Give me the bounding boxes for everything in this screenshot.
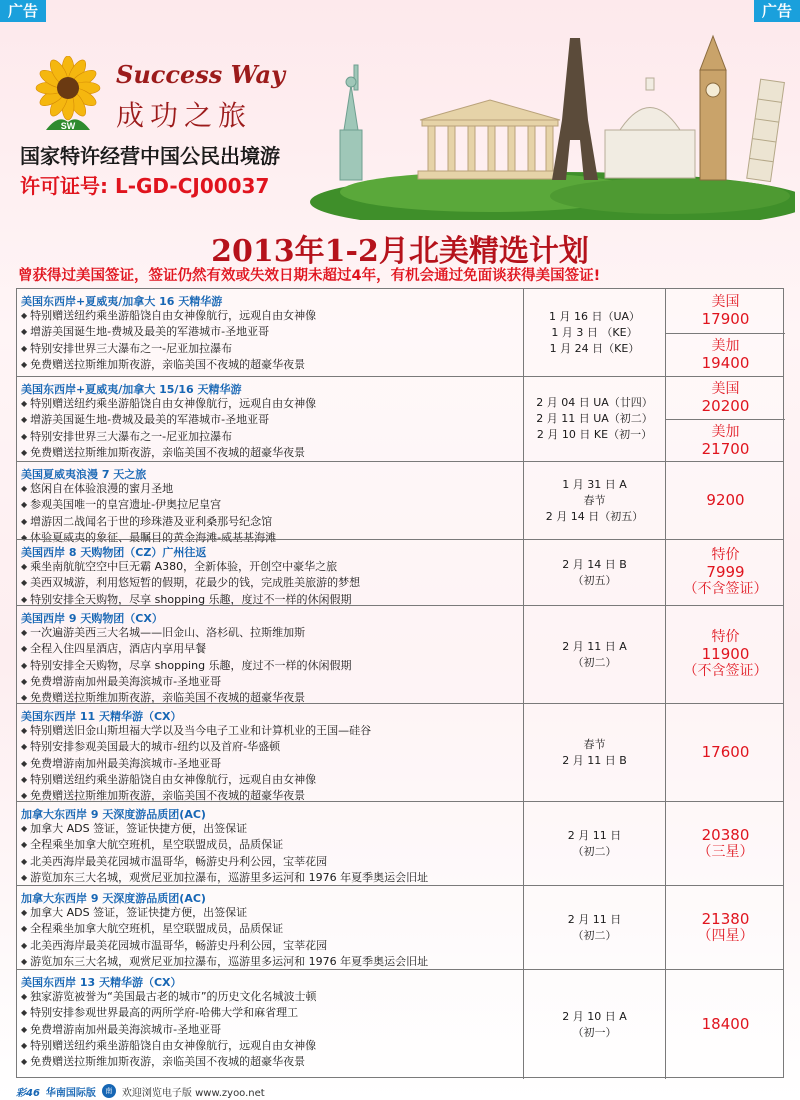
tour-highlight-item: ◆ 一次遍游美西三大名城——旧金山、洛杉矶、拉斯维加斯 (21, 625, 519, 641)
tour-highlight-item: ◆ 特别安排全天购物，尽享 shopping 乐趣，度过不一样的休闲假期 (21, 592, 519, 608)
tour-highlight-item: ◆ 北美西海岸最美花园城市温哥华，畅游史丹利公园，宝莘花园 (21, 938, 519, 954)
price-group (666, 333, 785, 377)
tour-row (17, 461, 783, 544)
tour-row (17, 703, 783, 801)
tour-departure-dates (523, 540, 665, 605)
tour-highlight-item: ◆ 特别赠送纽约乘坐游船饶自由女神像航行，远观自由女神像 (21, 308, 519, 324)
price-text: 21380 (701, 909, 750, 928)
tour-highlights (21, 396, 519, 461)
tour-highlights (21, 481, 519, 546)
tour-row (17, 801, 783, 885)
footer-website: 欢迎浏览电子版 www.zyoo.net (121, 1087, 265, 1099)
tour-departure-dates (523, 802, 665, 885)
price-text: 17600 (701, 743, 750, 761)
tour-name: 美国东西岸+夏威夷/加拿大 16 天精华游 (21, 295, 223, 308)
tour-highlight-item: ◆ 全程乘坐加拿大航空班机，星空联盟成员，品质保证 (21, 837, 519, 853)
tour-departure-dates (523, 462, 665, 539)
tour-name: 美国西岸 9 天购物团（CX） (21, 612, 163, 625)
price-group (666, 377, 785, 419)
tour-highlight-item: ◆ 特别安排参观世界最高的两所学府-哈佛大学和麻省理工 (21, 1005, 519, 1021)
price-group (684, 547, 768, 598)
tour-highlight-item: ◆ 游览加东三大名城，观赏尼亚加拉瀑布，巡游里多运河和 1976 年夏季奥运会旧址 (21, 954, 519, 970)
price-text: （四星） (697, 927, 754, 944)
tour-highlights (21, 905, 519, 970)
footer-page-number: 彩46 (16, 1087, 40, 1099)
tour-highlight-item: ◆ 北美西海岸最美花园城市温哥华，畅游史丹利公园，宝莘花园 (21, 854, 519, 870)
price-group (698, 911, 754, 945)
tour-highlight-item: ◆ 特别赠送纽约乘坐游船饶自由女神像航行，远观自由女神像 (21, 396, 519, 412)
tour-highlight-item: ◆ 免费赠送拉斯维加斯夜游，亲临美国不夜城的超豪华夜景 (21, 357, 519, 373)
tour-row (17, 969, 783, 1079)
tour-highlight-item: ◆ 加拿大 ADS 签证，签证快捷方便，出签保证 (21, 821, 519, 837)
logo-text: SW (60, 121, 76, 131)
tour-highlight-item: ◆ 特别赠送纽约乘坐游船饶自由女神像航行，远观自由女神像 (21, 772, 519, 788)
tour-highlight-item: ◆ 免费增游南加州最美海滨城市-圣地亚哥 (21, 674, 519, 690)
price-group (702, 1016, 750, 1033)
visa-notice: 曾获得过美国签证，签证仍然有效或失效日期未超过4年，有机会通过免面谈获得美国签证! (18, 268, 601, 284)
page-title: 2013年1-2月北美精选计划 (211, 234, 589, 269)
price-group (666, 419, 785, 461)
tour-name: 美国夏威夷浪漫 7 天之旅 (21, 468, 147, 481)
tour-highlight-item: ◆ 体验夏威夷的象征、最瞩目的黄金海滩-威基基海滩 (21, 530, 519, 546)
price-text: 18400 (701, 1015, 750, 1033)
landmarks-illustration (290, 30, 795, 220)
departure-date: 1 月 3 日 （KE） (551, 325, 638, 339)
price-text: 17900 (701, 309, 750, 328)
price-text: （不含签证） (683, 581, 768, 597)
departure-date: （初二） (572, 928, 617, 942)
departure-date: 2 月 04 日 UA（廿四） (536, 396, 653, 409)
tour-price (665, 970, 785, 1079)
tour-name: 加拿大东西岸 9 天深度游品质团(AC) (21, 808, 206, 821)
tour-name: 美国西岸 8 天购物团（CZ）广州往返 (21, 546, 207, 559)
departure-date: 1 月 24 日（KE） (549, 341, 640, 355)
tour-highlight-item: ◆ 免费增游南加州最美海滨城市-圣地亚哥 (21, 1022, 519, 1038)
tour-row (17, 539, 783, 605)
departure-date: 1 月 31 日 A (562, 477, 627, 491)
ad-tag-right: 广告 (754, 0, 800, 22)
departure-date: 春节 (583, 493, 606, 507)
brand-name-en: Success Way (116, 60, 286, 89)
ad-tag-left: 广告 (0, 0, 46, 22)
tour-highlight-item: ◆ 乘坐南航航空空中巨无霸 A380，全新体验，开创空中豪华之旅 (21, 559, 519, 575)
footer (16, 1084, 265, 1098)
tour-highlight-item: ◆ 独家游览被誉为“美国最古老的城市”的历史文化名城波士顿 (21, 989, 519, 1005)
departure-date: 2 月 10 日 KE（初一） (536, 428, 653, 441)
departure-date: 2 月 14 日 B (562, 557, 627, 571)
tour-highlight-item: ◆ 免费赠送拉斯维加斯夜游，亲临美国不夜城的超豪华夜景 (21, 788, 519, 804)
tour-price (665, 606, 785, 703)
departure-date: 2 月 11 日 (567, 828, 622, 842)
tour-highlight-item: ◆ 增游因二战闻名于世的珍珠港及亚利桑那号纪念馆 (21, 514, 519, 530)
price-group (684, 629, 768, 680)
sunflower-logo (28, 56, 108, 136)
brand-name-cn: 成功之旅 (116, 99, 253, 132)
tour-highlight-item: ◆ 免费赠送拉斯维加斯夜游，亲临美国不夜城的超豪华夜景 (21, 1054, 519, 1070)
tour-highlight-item: ◆ 免费赠送拉斯维加斯夜游，亲临美国不夜城的超豪华夜景 (21, 690, 519, 706)
tour-highlights (21, 989, 519, 1070)
tour-highlight-item: ◆ 特别安排世界三大瀑布之一-尼亚加拉瀑布 (21, 341, 519, 357)
tour-row (17, 376, 783, 461)
price-text: 20380 (701, 825, 750, 844)
tour-departure-dates (523, 377, 665, 461)
tour-row (17, 885, 783, 969)
price-text: 美加 (711, 423, 740, 440)
tour-highlight-item: ◆ 美西双城游，利用悠短暂的假期，花最少的钱，完成胜美旅游的梦想 (21, 575, 519, 591)
tour-name: 美国东西岸+夏威夷/加拿大 15/16 天精华游 (21, 383, 242, 396)
departure-date: 春节 (583, 737, 606, 751)
tour-row (17, 289, 783, 376)
tour-highlight-item: ◆ 特别安排参观美国最大的城市-纽约以及首府-华盛顿 (21, 739, 519, 755)
license-number: 许可证号: L-GD-CJ00037 (20, 174, 270, 198)
departure-date: （初二） (572, 844, 617, 858)
tour-highlight-item: ◆ 免费增游南加州最美海滨城市-圣地亚哥 (21, 756, 519, 772)
departure-date: （初二） (572, 655, 617, 669)
departure-date: 2 月 11 日 B (562, 753, 627, 767)
departure-date: （初五） (572, 573, 617, 587)
tour-departure-dates (523, 970, 665, 1079)
tour-departure-dates (523, 289, 665, 376)
footer-logo-icon: 南 (102, 1084, 116, 1098)
tour-price (665, 704, 785, 801)
tour-price (665, 802, 785, 885)
price-text: 11900 (701, 645, 750, 663)
tour-highlight-item: ◆ 特别赠送纽约乘坐游船饶自由女神像航行，远观自由女神像 (21, 1038, 519, 1054)
price-text: 7999 (706, 563, 745, 581)
price-text: 特价 (711, 629, 740, 645)
price-text: 美国 (711, 293, 740, 310)
price-group (702, 744, 750, 761)
tour-highlight-item: ◆ 特别安排全天购物，尽享 shopping 乐趣，度过不一样的休闲假期 (21, 658, 519, 674)
tour-name: 加拿大东西岸 9 天深度游品质团(AC) (21, 892, 206, 905)
price-text: 21700 (701, 439, 750, 458)
tour-highlights (21, 625, 519, 706)
tour-departure-dates (523, 886, 665, 969)
tour-highlight-item: ◆ 加拿大 ADS 签证，签证快捷方便，出签保证 (21, 905, 519, 921)
tour-highlight-item: ◆ 增游美国诞生地-费城及最美的军港城市-圣地亚哥 (21, 412, 519, 428)
tour-price (665, 289, 785, 376)
tour-name: 美国东西岸 11 天精华游（CX） (21, 710, 182, 723)
price-text: （三星） (697, 843, 754, 860)
departure-date: （初一） (572, 1025, 617, 1039)
tour-price (665, 377, 785, 461)
price-text: 特价 (711, 547, 740, 563)
price-text: 20200 (701, 397, 750, 415)
tour-table (16, 288, 784, 1078)
tour-price (665, 886, 785, 969)
departure-date: 2 月 14 日（初五） (545, 509, 644, 523)
departure-date: 2 月 11 日 UA（初二） (536, 412, 653, 425)
price-group (706, 492, 744, 509)
footer-publication: 华南国际版 (45, 1087, 96, 1099)
departure-date: 2 月 11 日 (567, 912, 622, 926)
license-statement: 国家特许经营中国公民出境游 (20, 144, 280, 168)
price-text: 美加 (711, 337, 740, 354)
tour-departure-dates (523, 704, 665, 801)
departure-date: 1 月 16 日（UA） (548, 309, 641, 323)
price-text: 美国 (711, 381, 740, 397)
departure-date: 2 月 10 日 A (562, 1009, 627, 1023)
tour-name: 美国东西岸 13 天精华游（CX） (21, 976, 182, 989)
price-group (666, 289, 785, 333)
price-text: （不含签证） (683, 663, 768, 679)
tour-highlights (21, 723, 519, 804)
price-group (698, 827, 754, 861)
tour-highlights (21, 821, 519, 886)
tour-highlight-item: ◆ 特别安排世界三大瀑布之一-尼亚加拉瀑布 (21, 429, 519, 445)
departure-date: 2 月 11 日 A (562, 639, 627, 653)
price-text: 19400 (701, 353, 750, 372)
tour-highlight-item: ◆ 全程乘坐加拿大航空班机，星空联盟成员，品质保证 (21, 921, 519, 937)
tour-highlights (21, 308, 519, 373)
tour-departure-dates (523, 606, 665, 703)
tour-price (665, 462, 785, 539)
tour-row (17, 605, 783, 703)
tour-highlight-item: ◆ 参观美国唯一的皇宫遗址-伊奥拉尼皇宫 (21, 497, 519, 513)
tour-highlight-item: ◆ 免费赠送拉斯维加斯夜游，亲临美国不夜城的超豪华夜景 (21, 445, 519, 461)
tour-highlight-item: ◆ 特别赠送旧金山斯坦福大学以及当今电子工业和计算机业的王国—硅谷 (21, 723, 519, 739)
price-text: 9200 (706, 491, 745, 509)
tour-highlight-item: ◆ 增游美国诞生地-费城及最美的军港城市-圣地亚哥 (21, 324, 519, 340)
tour-price (665, 540, 785, 605)
tour-highlights (21, 559, 519, 608)
tour-highlight-item: ◆ 悠闲自在体验浪漫的蜜月圣地 (21, 481, 519, 497)
tour-highlight-item: ◆ 全程入住四星酒店，酒店内享用早餐 (21, 641, 519, 657)
tour-highlight-item: ◆ 游览加东三大名城，观赏尼亚加拉瀑布，巡游里多运河和 1976 年夏季奥运会旧址 (21, 870, 519, 886)
